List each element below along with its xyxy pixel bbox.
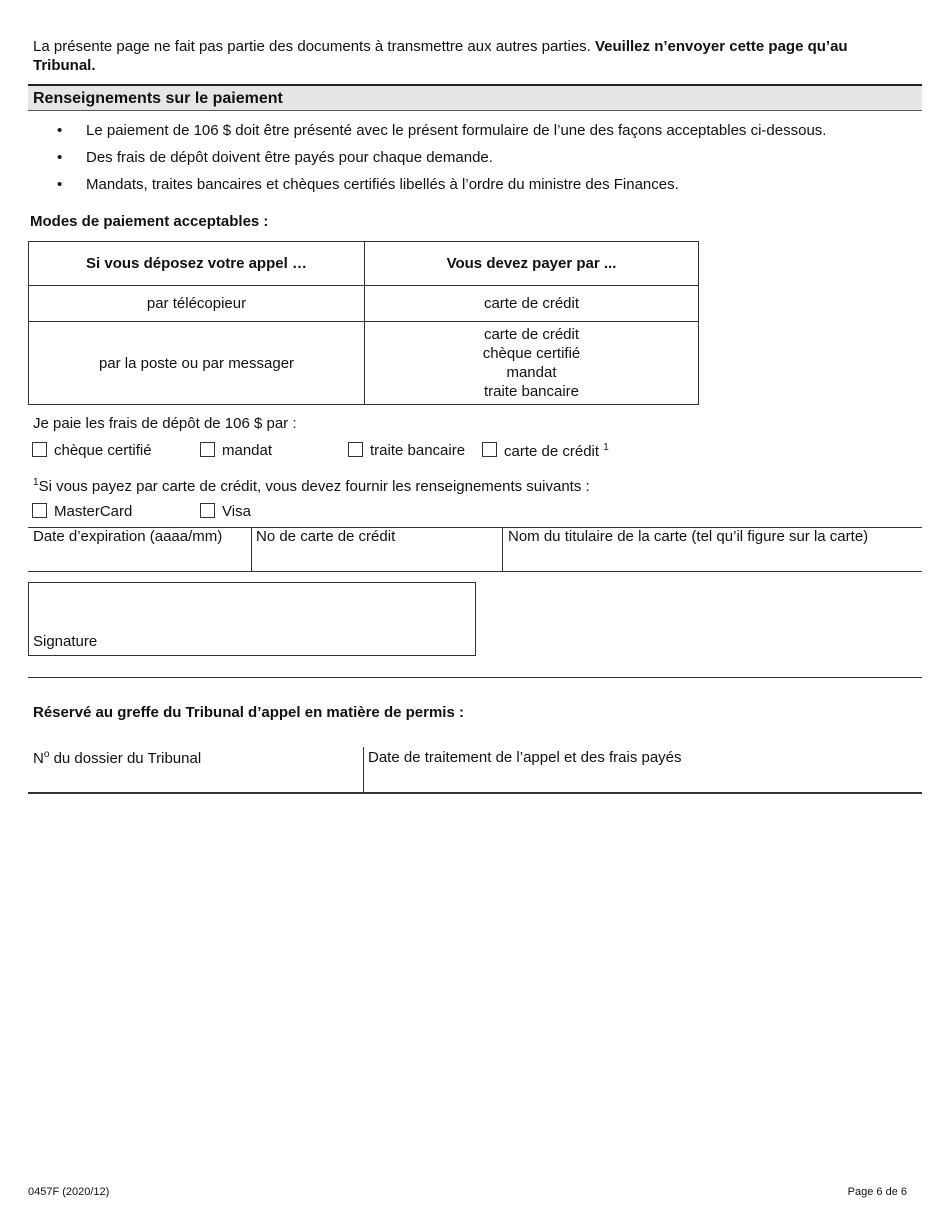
form-code: 0457F (2020/12) [28, 1186, 110, 1198]
table-header-cell: Si vous déposez votre appel … [29, 242, 365, 286]
checkbox-bank-draft[interactable] [348, 442, 363, 457]
divider [251, 527, 252, 572]
divider [28, 792, 922, 794]
divider [28, 677, 922, 678]
cardholder-name-field[interactable]: Nom du titulaire de la carte (tel qu’il figure sur la carte) [508, 528, 869, 545]
signature-field[interactable] [28, 582, 476, 656]
method-line: mandat [506, 364, 557, 381]
divider [363, 747, 364, 793]
checkbox-money-order[interactable] [200, 442, 215, 457]
checkbox-certified-cheque[interactable] [32, 442, 47, 457]
file-no-sup: o [43, 749, 50, 760]
intro-notice [33, 37, 913, 75]
page-number: Page 6 de 6 [847, 1186, 907, 1198]
label-mastercard: MasterCard [54, 503, 133, 520]
label-certified-cheque: chèque certifié [54, 442, 152, 459]
table-cell-multiline [365, 322, 699, 405]
file-no-prefix: N [33, 750, 44, 767]
checkbox-credit-card[interactable] [482, 442, 497, 457]
bullet-glyph: • [57, 122, 63, 139]
table-cell: carte de crédit [365, 286, 699, 322]
method-line: chèque certifié [482, 345, 581, 362]
label-money-order: mandat [222, 442, 273, 459]
card-number-field[interactable]: No de carte de crédit [256, 528, 396, 545]
bullet-glyph: • [57, 176, 63, 193]
label-credit-card [504, 442, 609, 460]
table-header-cell: Vous devez payer par ... [365, 242, 699, 286]
credit-card-note-text: Si vous payez par carte de crédit, vous devez fournir les renseignements suivants : [38, 478, 590, 495]
method-line: traite bancaire [483, 383, 580, 400]
processing-date-field[interactable]: Date de traitement de l’appel et des frais payés [368, 749, 682, 766]
credit-card-note [33, 477, 590, 495]
intro-text: La présente page ne fait pas partie des documents à transmettre aux autres parties. [33, 38, 595, 55]
table-header-row [29, 242, 699, 286]
table-cell: par télécopieur [29, 286, 365, 322]
bullet-text: Le paiement de 106 $ doit être présenté avec le présent formulaire de l’une des façons acceptables ci-dessous. [86, 122, 827, 139]
bullet-text: Des frais de dépôt doivent être payés pour chaque demande. [86, 149, 493, 166]
checkbox-mastercard[interactable] [32, 503, 47, 518]
payment-section-header [28, 84, 922, 111]
modes-title: Modes de paiement acceptables : [30, 213, 269, 230]
expiry-date-field[interactable]: Date d’expiration (aaaa/mm) [33, 528, 223, 545]
label-bank-draft: traite bancaire [370, 442, 466, 459]
footnote-marker: 1 [603, 442, 609, 453]
office-use-title: Réservé au greffe du Tribunal d’appel en matière de permis : [33, 704, 464, 721]
footnote-marker: 1 [33, 477, 39, 488]
bullet-text: Mandats, traites bancaires et chèques certifiés libellés à l’ordre du ministre des Finances. [86, 176, 679, 193]
file-no-rest: du dossier du Tribunal [49, 750, 202, 767]
payment-modes-table [28, 241, 699, 405]
label-visa: Visa [222, 503, 251, 520]
table-row [29, 322, 699, 405]
signature-label: Signature [33, 633, 98, 650]
credit-card-option-text: carte de crédit [504, 443, 600, 460]
checkbox-visa[interactable] [200, 503, 215, 518]
table-cell: par la poste ou par messager [29, 322, 365, 405]
method-line: carte de crédit [483, 326, 580, 343]
payment-section-title: Renseignements sur le paiement [33, 90, 283, 107]
tribunal-file-number-field[interactable] [33, 749, 201, 767]
fee-payment-prompt: Je paie les frais de dépôt de 106 $ par : [33, 415, 297, 432]
divider [502, 527, 503, 572]
bullet-glyph: • [57, 149, 63, 166]
table-row [29, 286, 699, 322]
intro-bold-text: Veuillez n’envoyer cette page qu’au Tribunal. [33, 38, 848, 74]
divider [28, 571, 922, 572]
